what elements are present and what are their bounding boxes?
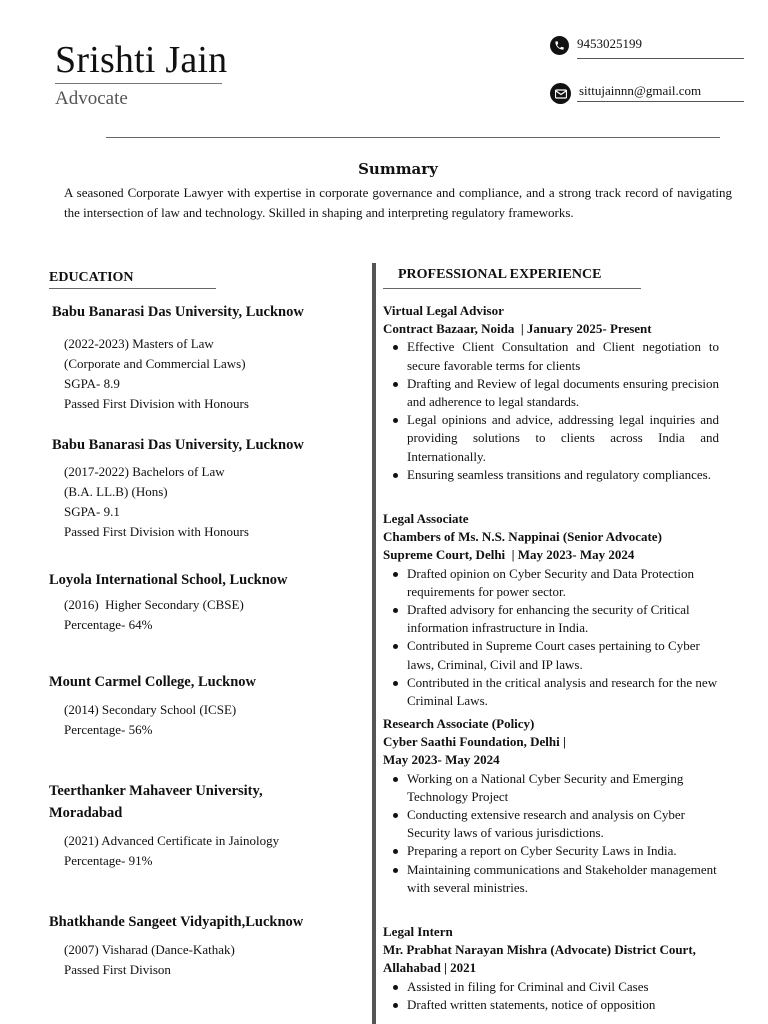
education-line: SGPA- 8.9 — [64, 376, 120, 391]
experience-title-line: Mr. Prabhat Narayan Mishra (Advocate) District Court, Allahabad | 2021 — [383, 942, 696, 976]
education-line: (2017-2022) Bachelors of Law — [64, 464, 225, 479]
phone-icon — [550, 36, 569, 55]
education-line: (Corporate and Commercial Laws) — [64, 356, 246, 371]
column-divider — [372, 263, 376, 1024]
education-line: Passed First Division with Honours — [64, 524, 249, 539]
experience-title-line: Research Associate (Policy) — [383, 716, 535, 731]
header-divider — [106, 137, 720, 138]
education-line: (2021) Advanced Certificate in Jainology — [64, 833, 280, 848]
education-line: Percentage- 64% — [64, 617, 153, 632]
experience-bullet: Assisted in filing for Criminal and Civil Cases — [383, 978, 719, 996]
education-line: Percentage- 91% — [64, 853, 153, 868]
education-line: Percentage- 56% — [64, 722, 153, 737]
experience-item — [383, 510, 719, 710]
experience-bullet: Drafting and Review of legal documents ensuring precision and adherence to legal standards. — [383, 375, 719, 411]
experience-title: PROFESSIONAL EXPERIENCE — [398, 267, 602, 282]
education-institution: Bhatkhande Sangeet Vidyapith,Lucknow — [49, 914, 304, 930]
experience-bullet: Preparing a report on Cyber Security Laws in India. — [383, 842, 719, 860]
education-line: SGPA- 9.1 — [64, 504, 120, 519]
experience-title-line: Chambers of Ms. N.S. Nappinai (Senior Advocate) — [383, 529, 662, 545]
experience-bullet: Contributed in Supreme Court cases pertaining to Cyber laws, Criminal, Civil and IP laws. — [383, 637, 719, 673]
email-address[interactable]: sittujainnn@gmail.com — [579, 83, 702, 98]
education-institution: Babu Banarasi Das University, Lucknow — [52, 304, 304, 320]
education-line: (2016) Higher Secondary (CBSE) — [64, 597, 244, 612]
experience-title-line: May 2023- May 2024 — [383, 752, 500, 768]
experience-item — [383, 302, 719, 484]
name-underline — [55, 83, 222, 84]
education-details — [64, 700, 236, 740]
education-line: (2007) Visharad (Dance-Kathak) — [64, 942, 235, 957]
experience-bullet: Ensuring seamless transitions and regulatory compliances. — [383, 466, 719, 484]
education-details — [64, 462, 249, 542]
education-details — [64, 940, 235, 980]
experience-bullet: Drafted opinion on Cyber Security and Data Protection requirements for power sector. — [383, 565, 719, 601]
summary-text: A seasoned Corporate Lawyer with expertise in corporate governance and compliance, and a strong track record of navigating the intersection of law and technology. Skilled in shaping and interpreting regulatory frameworks. — [64, 185, 732, 220]
education-line: (2014) Secondary School (ICSE) — [64, 702, 237, 717]
phone-underline — [577, 58, 744, 59]
experience-title-line: Supreme Court, Delhi | May 2023- May 2024 — [383, 547, 635, 563]
experience-bullet: Conducting extensive research and analysis on Cyber Security laws of various jurisdictions. — [383, 806, 719, 842]
email-underline — [577, 101, 744, 102]
experience-item — [383, 715, 719, 897]
education-details — [64, 831, 279, 871]
summary-title: Summary — [358, 160, 438, 178]
experience-bullet: Maintaining communications and Stakeholder management with several ministries. — [383, 861, 719, 897]
education-details — [64, 595, 244, 635]
phone-number[interactable]: 9453025199 — [577, 36, 642, 51]
email-icon — [550, 83, 571, 104]
experience-bullet: Effective Client Consultation and Client negotiation to secure favorable terms for clients — [383, 338, 719, 374]
experience-title-underline — [383, 288, 641, 289]
experience-bullet: Contributed in the critical analysis and research for the new Criminal Laws. — [383, 674, 719, 710]
experience-item — [383, 923, 719, 1014]
education-institution: Babu Banarasi Das University, Lucknow — [52, 437, 304, 453]
experience-title-line: Cyber Saathi Foundation, Delhi | — [383, 734, 566, 750]
candidate-name: Srishti Jain — [55, 39, 228, 81]
education-title-underline — [49, 288, 216, 289]
education-details — [64, 334, 249, 414]
experience-bullet: Drafted written statements, notice of opposition — [383, 996, 719, 1014]
experience-bullet: Legal opinions and advice, addressing legal inquiries and providing solutions to clients across India and Internationally. — [383, 411, 719, 466]
experience-title-line: Contract Bazaar, Noida | January 2025- Present — [383, 321, 652, 337]
phone-contact — [550, 36, 642, 55]
education-line: (2022-2023) Masters of Law — [64, 336, 214, 351]
experience-title-line: Virtual Legal Advisor — [383, 303, 504, 318]
candidate-role: Advocate — [55, 88, 128, 109]
education-line: Passed First Divison — [64, 962, 171, 977]
education-institution: Teerthanker Mahaveer University, Moradabad — [49, 783, 263, 821]
education-line: (B.A. LL.B) (Hons) — [64, 484, 168, 499]
experience-bullet: Drafted advisory for enhancing the security of Critical information infrastructure in India. — [383, 601, 719, 637]
education-institution: Loyola International School, Lucknow — [49, 572, 288, 588]
education-title: EDUCATION — [49, 270, 134, 285]
experience-bullet: Working on a National Cyber Security and Emerging Technology Project — [383, 770, 719, 806]
experience-title-line: Legal Associate — [383, 511, 469, 526]
education-line: Passed First Division with Honours — [64, 396, 249, 411]
experience-title-line: Legal Intern — [383, 924, 453, 939]
education-institution: Mount Carmel College, Lucknow — [49, 674, 257, 690]
